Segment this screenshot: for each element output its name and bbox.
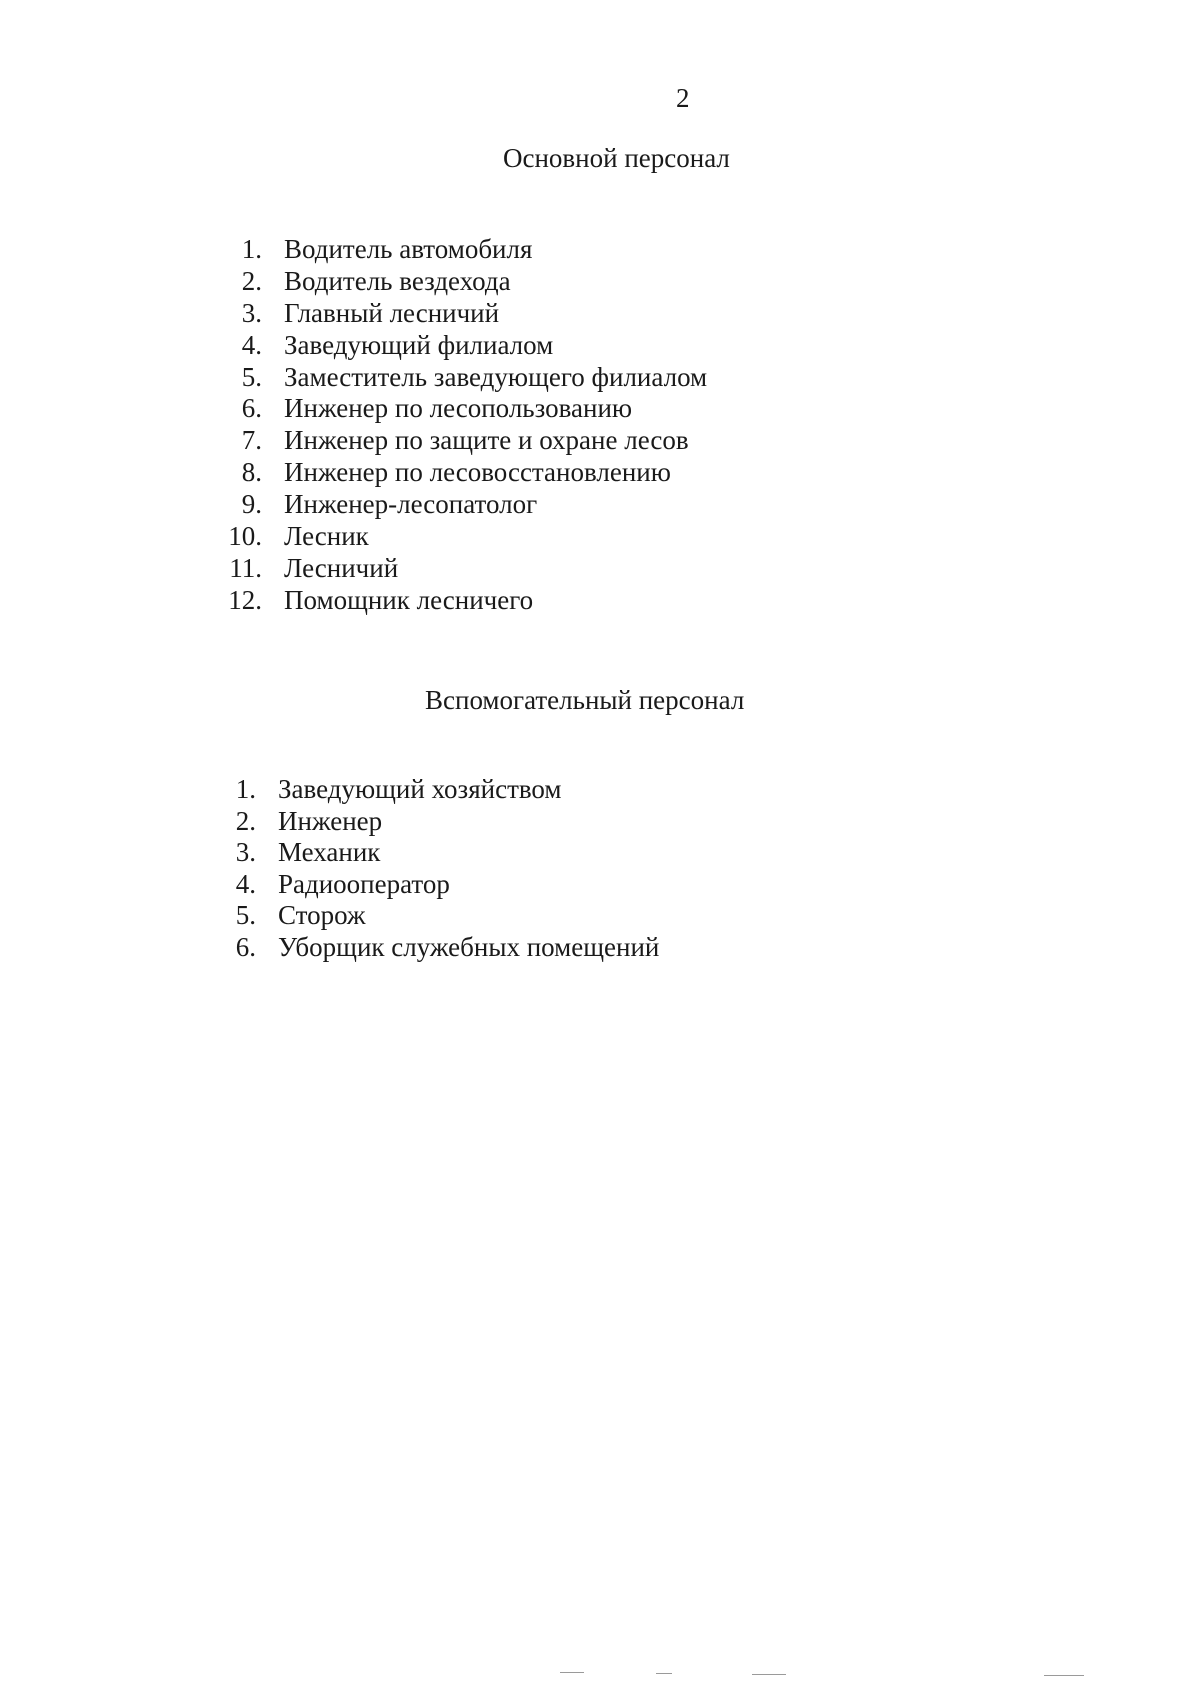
item-number: 12. <box>228 584 262 615</box>
item-text: Инженер-лесопатолог <box>284 489 538 520</box>
item-text: Заместитель заведующего филиалом <box>284 361 708 392</box>
list-item <box>218 234 707 266</box>
list-item <box>218 362 707 394</box>
item-text: Главный лесничий <box>284 297 500 328</box>
item-number: 6. <box>241 393 262 424</box>
item-number: 11. <box>229 552 262 583</box>
item-number: 5. <box>235 900 256 931</box>
list-item <box>218 425 707 457</box>
item-text: Водитель автомобиля <box>284 234 533 264</box>
section-title-main-staff: Основной персонал <box>503 143 730 173</box>
item-number: 9. <box>241 489 262 520</box>
item-number: 8. <box>241 457 262 488</box>
item-text: Сторож <box>278 900 366 931</box>
item-text: Инженер по лесовосстановлению <box>284 457 671 488</box>
list-item <box>218 521 707 553</box>
item-text: Радиооператор <box>278 868 450 899</box>
scan-artifact <box>656 1673 672 1674</box>
item-number: 10. <box>228 521 262 552</box>
list-item <box>218 900 659 932</box>
item-number: 2. <box>235 805 256 836</box>
scan-artifact <box>560 1672 584 1673</box>
item-text: Инженер по защите и охране лесов <box>284 425 689 456</box>
item-text: Помощник лесничего <box>284 584 534 615</box>
item-number: 6. <box>235 931 256 962</box>
item-number: 3. <box>241 297 262 328</box>
item-text: Лесник <box>284 521 369 552</box>
list-item <box>218 330 707 362</box>
item-number: 4. <box>241 329 262 360</box>
item-number: 1. <box>241 234 262 264</box>
item-text: Уборщик служебных помещений <box>278 931 660 962</box>
list-item <box>218 393 707 425</box>
list-item <box>218 932 659 964</box>
scan-artifact <box>752 1674 786 1675</box>
list-item <box>218 806 659 838</box>
item-number: 1. <box>235 774 256 804</box>
item-text: Механик <box>278 837 381 868</box>
list-item <box>218 489 707 521</box>
item-text: Заведующий филиалом <box>284 329 554 360</box>
list-item <box>218 585 707 617</box>
item-text: Инженер <box>278 805 383 836</box>
auxiliary-staff-list <box>218 774 659 964</box>
list-item <box>218 266 707 298</box>
item-text: Заведующий хозяйством <box>278 774 562 804</box>
item-number: 5. <box>241 361 262 392</box>
main-staff-list <box>218 234 707 617</box>
item-text: Лесничий <box>284 552 399 583</box>
item-number: 4. <box>235 868 256 899</box>
list-item <box>218 837 659 869</box>
list-item <box>218 298 707 330</box>
page-number: 2 <box>676 83 690 113</box>
item-number: 3. <box>235 837 256 868</box>
item-text: Инженер по лесопользованию <box>284 393 633 424</box>
list-item <box>218 869 659 901</box>
list-item <box>218 774 659 806</box>
item-number: 7. <box>241 425 262 456</box>
list-item <box>218 457 707 489</box>
list-item <box>218 553 707 585</box>
section-title-auxiliary-staff: Вспомогательный персонал <box>425 685 745 715</box>
scan-artifact <box>1044 1675 1084 1676</box>
item-text: Водитель вездехода <box>284 265 511 296</box>
item-number: 2. <box>241 265 262 296</box>
